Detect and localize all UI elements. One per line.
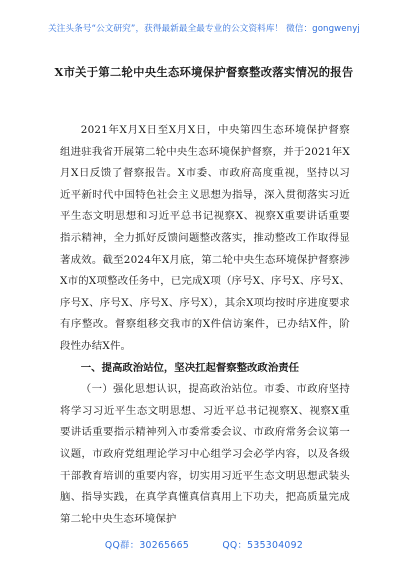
- document-title: X市关于第二轮中央生态环境保护督察整改落实情况的报告: [54, 65, 354, 79]
- sub-paragraph: （一）强化思想认识，提高政治站位。市委、市政府坚持将学习习近平生态文明思想、习近平总书记视察X、视察X重要讲话重要指示精神列入市委常委会议、市政府常务会议第一议题，市政府党组理论学习中心组学习会必学内容，以及各级干部教育培训的重要内容，切实用习近平生态文明思想武装头脑、指导实践，在真学真懂真信真用上下功夫，把高质量完成第二轮中央生态环境保护: [60, 383, 350, 525]
- footer-qq: QQ：535304092: [222, 540, 304, 551]
- footer-qq-group: QQ群：30265665: [104, 540, 190, 551]
- header-note: 关注头条号“公文研究”，获得最新最全最专业的公文资料库！ 微信：gongwenyj: [48, 24, 360, 34]
- intro-paragraph: 2021年X月X日至X月X日，中央第四生态环境保护督察组进驻我省开展第二轮中央生态环境保护督察，并于2021年X月X日反馈了督察报告。X市委、市政府高度重视，坚持以习近平新时代中国特色社会主义思想为指导，深入贯彻落实习近平生态文明思想和习近平总书记视察X、视察X重要讲话重要指示精神，全力抓好反馈问题整改落实，推动整改工作取得显著成效。截至2024年X月底，第二轮中央生态环境保护督察涉X市的X项整改任务中，已完成X项（序号X、序号X、序号X、序号X、序号X、序号X、序号X），其余X项均按时序进度要求有序整改。督察组移交我市的X件信访案件，已办结X件，阶段性办结X件。: [60, 124, 350, 352]
- section-heading: 一、提高政治站位，坚决扛起督察整改政治责任: [80, 361, 299, 374]
- document-body: [60, 120, 350, 530]
- footer-contacts: [0, 537, 408, 551]
